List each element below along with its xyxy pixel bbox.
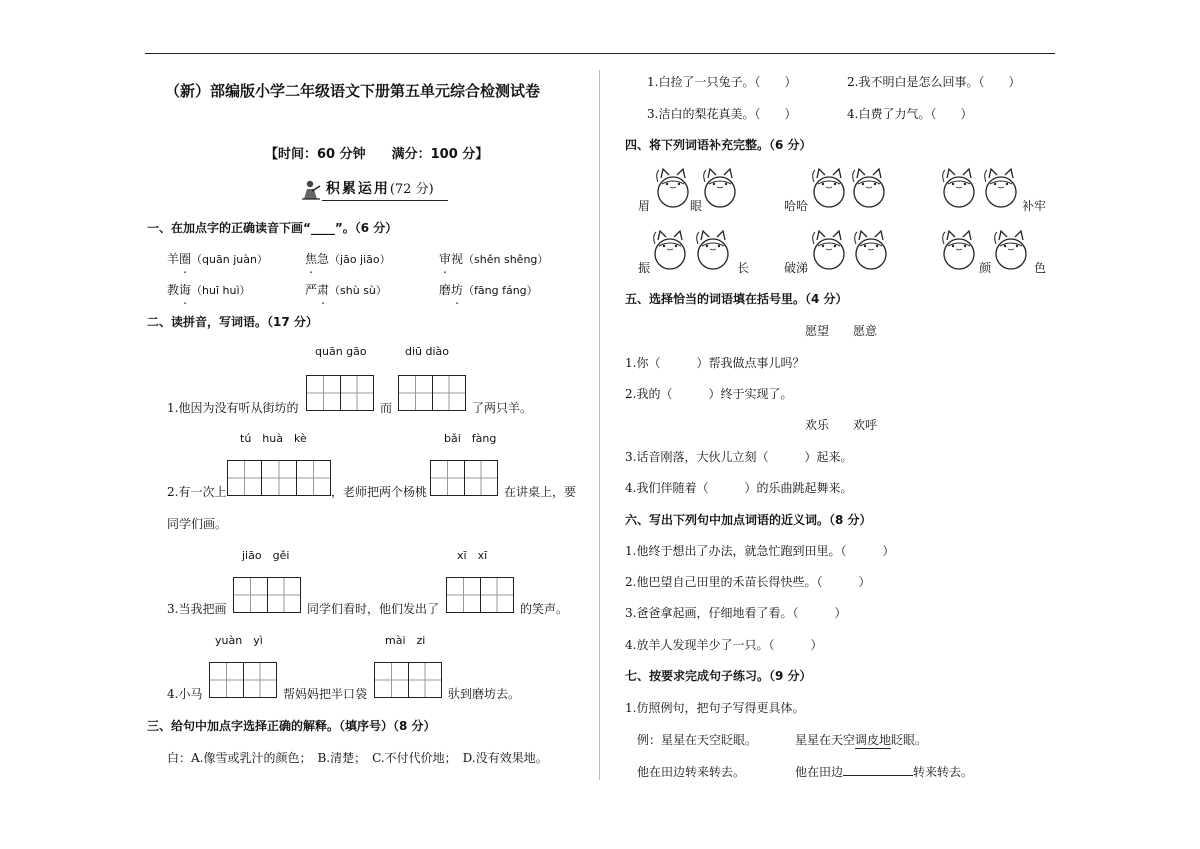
pinyin-hint: bǎi fàng (444, 432, 497, 445)
writing-grid[interactable] (227, 460, 331, 496)
q4-char: 颜 (979, 261, 992, 275)
blank-box-icon[interactable] (651, 228, 689, 272)
sentence-text: 1.他因为没有听从街坊的 (167, 401, 299, 415)
blank-box-icon[interactable] (810, 228, 848, 272)
pinyin-hint: jiāo gěi (242, 549, 290, 562)
blank-box-icon[interactable] (850, 166, 888, 210)
sentence-text: 同学们画。 (167, 517, 228, 531)
q3-options: 白：A.像雪或乳汁的颜色； B.清楚； C.不付代价地； D.没有效果地。 (167, 751, 548, 765)
q5-sentence: 1.你（ ）帮我做点事儿吗？ (625, 356, 805, 370)
q1-heading: 一、在加点字的正确读音下画“____”。（6 分） (147, 221, 398, 235)
blank-box-icon[interactable] (940, 166, 978, 210)
writing-grid[interactable] (446, 577, 514, 613)
q4-char: 色 (1034, 261, 1047, 275)
q1-item: 羊圈（quān juàn） (167, 252, 268, 266)
sentence-text: 2.有一次上 (167, 485, 227, 499)
sentence-text: 了两只羊。 (472, 401, 533, 415)
column-divider (599, 70, 600, 780)
section-score: (72 分) (389, 182, 434, 197)
answer-blank[interactable] (843, 765, 913, 776)
q6-sentence: 3.爸爸拿起画，仔细地看了看。（ ） (625, 606, 847, 620)
section-accumulate (300, 178, 434, 201)
q1-item: 磨坊（fāng fáng） (439, 283, 538, 297)
writing-grid[interactable] (209, 662, 277, 698)
q4-char: 破涕 (784, 261, 809, 275)
sentence-text: 的笑声。 (520, 602, 569, 616)
time-info: 【时间：60 分钟 满分：100 分】 (265, 147, 489, 162)
q6-sentence: 4.放羊人发现羊少了一只。（ ） (625, 638, 823, 652)
q3-item: 1.白捡了一只兔子。（ ） (647, 75, 797, 89)
writing-grid[interactable] (233, 577, 301, 613)
blank-box-icon[interactable] (940, 228, 978, 272)
q4-char: 补牢 (1022, 199, 1047, 213)
practice-answer: 他在田边 转来转去。 (795, 765, 974, 779)
q3-item: 3.洁白的梨花真美。（ ） (647, 107, 797, 121)
q4-char: 哈哈 (784, 199, 809, 213)
sentence-text: 驮到磨坊去。 (448, 687, 521, 701)
blank-box-icon[interactable] (982, 166, 1020, 210)
q1-item: 焦急（jāo jiāo） (305, 252, 391, 266)
q4-char: 眼 (690, 199, 703, 213)
sentence-text: 同学们看时，他们发出了 (307, 602, 440, 616)
q6-heading: 六、写出下列句中加点词语的近义词。（8 分） (625, 513, 872, 527)
blank-box-icon[interactable] (992, 228, 1030, 272)
writing-grid[interactable] (306, 375, 374, 411)
writing-grid[interactable] (398, 375, 466, 411)
q5-sentence: 2.我的（ ）终于实现了。 (625, 387, 793, 401)
q1-item: 审视（shěn shěng） (439, 252, 549, 266)
q7-heading: 七、按要求完成句子练习。（9 分） (625, 669, 812, 683)
pinyin-hint: quān gāo (315, 345, 367, 358)
blank-box-icon[interactable] (852, 228, 890, 272)
sentence-text: 4.小马 (167, 687, 203, 701)
q4-char: 长 (737, 261, 750, 275)
pinyin-hint: mài zi (385, 634, 426, 647)
sentence-text: 3.当我把画 (167, 602, 227, 616)
q7-task: 1.仿照例句，把句子写得更具体。 (625, 701, 805, 715)
example-result: 星星在天空调皮地眨眼。 (795, 733, 928, 747)
pinyin-hint: yuàn yì (215, 634, 263, 647)
student-writing-icon (300, 179, 322, 201)
sentence-text: ，老师把两个杨桃 (331, 485, 428, 499)
example-sentence: 例：星星在天空眨眼。 (637, 733, 758, 747)
q4-heading: 四、将下列词语补充完整。（6 分） (625, 138, 812, 152)
top-rule (145, 53, 1055, 54)
pinyin-hint: xī xī (457, 549, 488, 562)
q5-heading: 五、选择恰当的词语填在括号里。（4 分） (625, 292, 848, 306)
word-choices: 欢乐 欢呼 (805, 418, 878, 432)
q3-item: 2.我不明白是怎么回事。（ ） (847, 75, 1021, 89)
writing-grid[interactable] (430, 460, 498, 496)
blank-box-icon[interactable] (654, 166, 692, 210)
page-title: （新）部编版小学二年级语文下册第五单元综合检测试卷 (165, 82, 541, 100)
q2-heading: 二、读拼音，写词语。（17 分） (147, 315, 318, 329)
q4-char: 振 (638, 261, 651, 275)
q3-item: 4.白费了力气。（ ） (847, 107, 973, 121)
q6-sentence: 2.他巴望自己田里的禾苗长得快些。（ ） (625, 575, 871, 589)
practice-sentence: 他在田边转来转去。 (637, 765, 746, 779)
q1-item: 教诲（huī huì） (167, 283, 251, 297)
q4-char: 眉 (638, 199, 651, 213)
sentence-text: 帮妈妈把半口袋 (283, 687, 368, 701)
word-choices: 愿望 愿意 (805, 324, 878, 338)
q5-sentence: 4.我们伴随着（ ）的乐曲跳起舞来。 (625, 481, 853, 495)
q3-heading: 三、给句中加点字选择正确的解释。（填序号）（8 分） (147, 719, 436, 733)
q1-item: 严肃（shù sù） (305, 283, 387, 297)
section-label: 积累运用 (325, 181, 390, 197)
blank-box-icon[interactable] (694, 228, 732, 272)
sentence-text: 而 (380, 401, 393, 415)
blank-box-icon[interactable] (701, 166, 739, 210)
q6-sentence: 1.他终于想出了办法，就急忙跑到田里。（ ） (625, 544, 895, 558)
pinyin-hint: tú huà kè (240, 432, 307, 445)
sentence-text: 在讲桌上，要 (504, 485, 577, 499)
pinyin-hint: diū diào (405, 345, 450, 358)
writing-grid[interactable] (374, 662, 442, 698)
blank-box-icon[interactable] (810, 166, 848, 210)
q5-sentence: 3.话音刚落，大伙儿立刻（ ）起来。 (625, 450, 853, 464)
